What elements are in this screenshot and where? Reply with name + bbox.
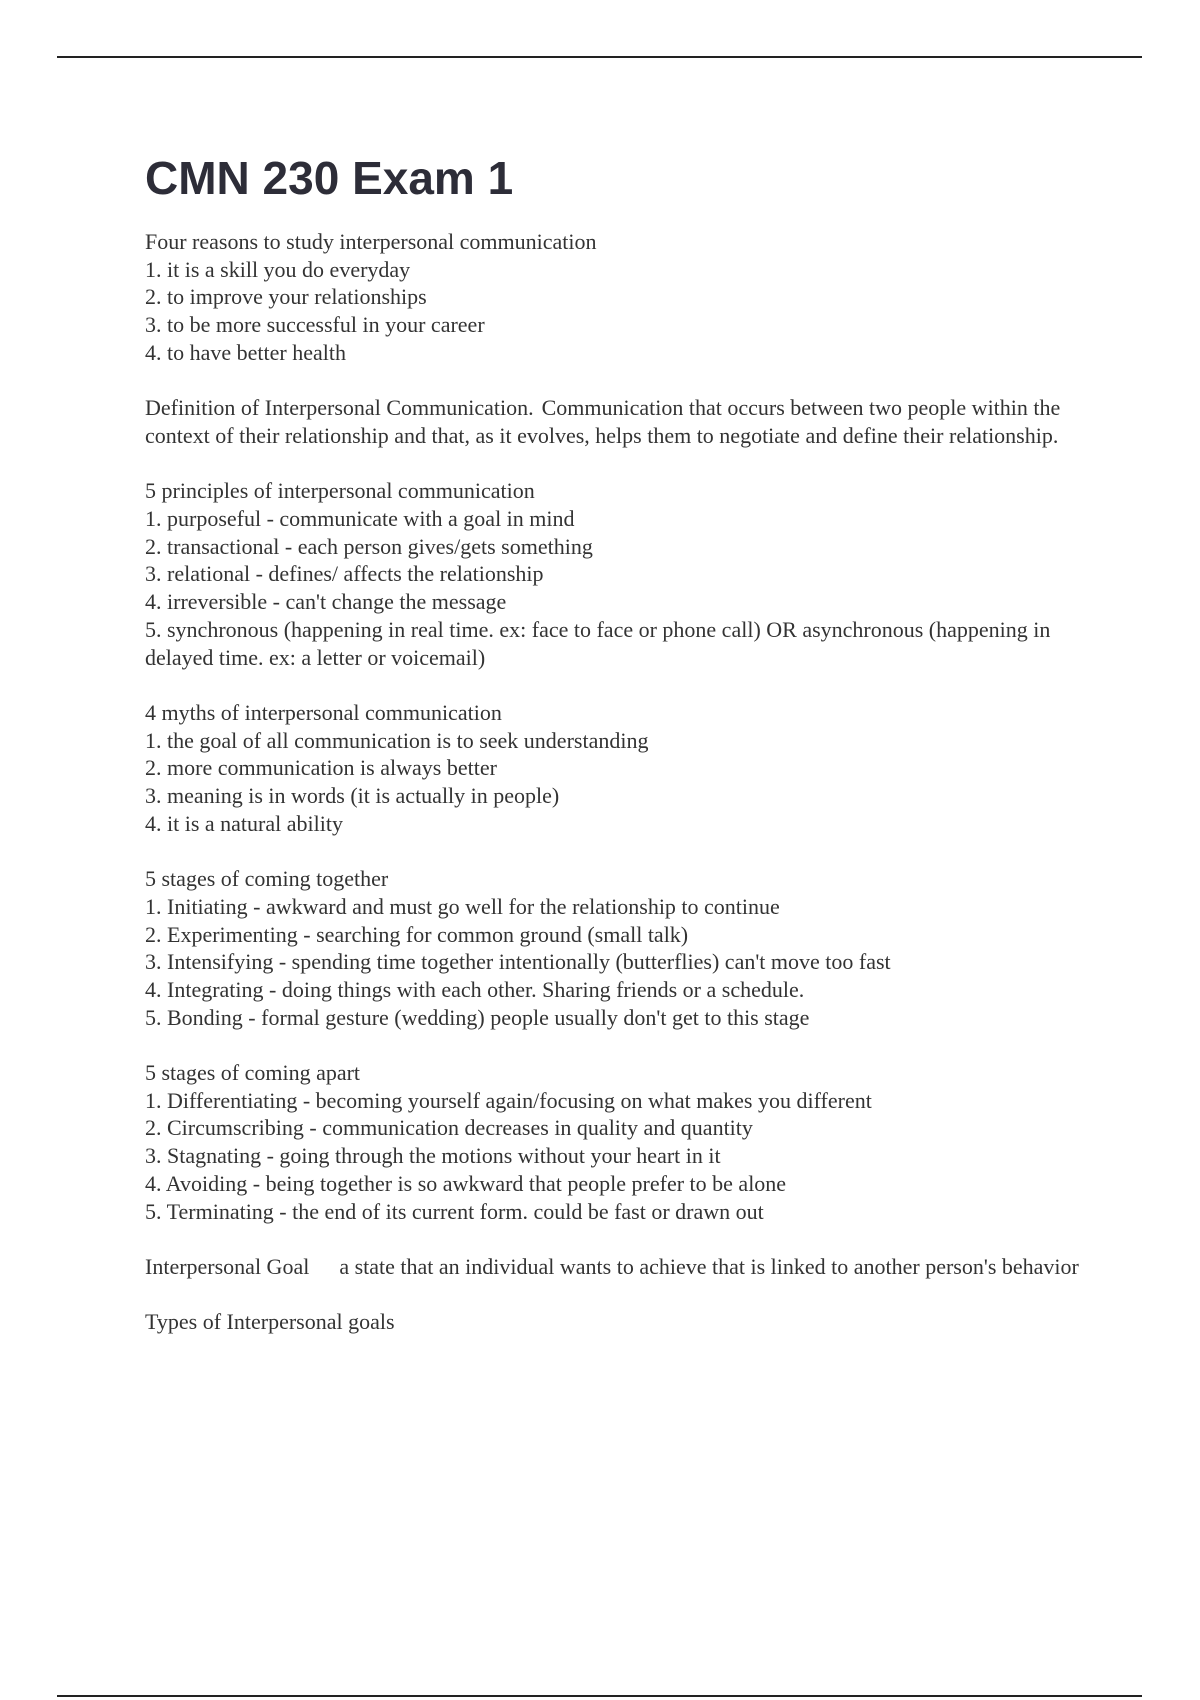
- list-item: 4. Avoiding - being together is so awkward that people prefer to be alone: [145, 1170, 787, 1196]
- list-item: 3. Stagnating - going through the motions without your heart in it: [145, 1143, 721, 1169]
- list-item: 2. more communication is always better: [145, 755, 497, 781]
- list-item: 3. relational - defines/ affects the relationship: [145, 561, 544, 587]
- section-heading: 5 principles of interpersonal communication: [145, 478, 535, 504]
- definition-term: Interpersonal Goal: [145, 1253, 310, 1279]
- list-item: 4. it is a natural ability: [145, 810, 343, 836]
- list-item: 4. Integrating - doing things with each other. Sharing friends or a schedule.: [145, 976, 805, 1002]
- list-item: 5. synchronous (happening in real time. ex: face to face or phone call) OR asynchronous (happening in delayed time. ex: a letter or voicemail): [145, 616, 1051, 670]
- list-item: 4. irreversible - can't change the message: [145, 589, 507, 615]
- list-item: 5. Bonding - formal gesture (wedding) people usually don't get to this stage: [145, 1004, 810, 1030]
- section-heading: Types of Interpersonal goals: [145, 1309, 395, 1335]
- definition-term: Definition of Interpersonal Communication.: [145, 395, 534, 421]
- section-heading: 5 stages of coming apart: [145, 1060, 361, 1086]
- definition-section: [145, 394, 1085, 449]
- list-item: 1. it is a skill you do everyday: [145, 256, 411, 282]
- reasons-section: [145, 228, 1085, 367]
- list-item: 2. Circumscribing - communication decreases in quality and quantity: [145, 1115, 753, 1141]
- list-item: 3. to be more successful in your career: [145, 312, 485, 338]
- list-item: 1. Initiating - awkward and must go well for the relationship to continue: [145, 893, 780, 919]
- definition-text: a state that an individual wants to achieve that is linked to another person's behavior: [339, 1253, 1079, 1279]
- principles-section: [145, 477, 1085, 671]
- list-item: 4. to have better health: [145, 339, 346, 365]
- myths-section: [145, 699, 1085, 838]
- list-item: 1. Differentiating - becoming yourself again/focusing on what makes you different: [145, 1087, 872, 1113]
- list-item: 2. Experimenting - searching for common ground (small talk): [145, 921, 689, 947]
- section-heading: 5 stages of coming together: [145, 866, 389, 892]
- coming-together-section: [145, 865, 1085, 1031]
- document-title: CMN 230 Exam 1: [145, 152, 514, 204]
- coming-apart-section: [145, 1059, 1085, 1225]
- list-item: 2. transactional - each person gives/gets something: [145, 533, 593, 559]
- section-heading: Four reasons to study interpersonal communication: [145, 229, 597, 254]
- bottom-rule: [57, 1695, 1142, 1697]
- list-item: 2. to improve your relationships: [145, 284, 427, 310]
- list-item: 5. Terminating - the end of its current form. could be fast or drawn out: [145, 1198, 764, 1224]
- document-body: [145, 150, 1085, 1364]
- top-rule: [57, 56, 1142, 58]
- list-item: 1. purposeful - communicate with a goal in mind: [145, 506, 575, 531]
- definition-text: Communication that occurs between two people within the context of their relationship and that, as it evolves, helps them to negotiate and define their relationship.: [145, 395, 1061, 448]
- list-item: 3. Intensifying - spending time together intentionally (butterflies) can't move too fast: [145, 949, 891, 975]
- list-item: 1. the goal of all communication is to seek understanding: [145, 727, 649, 753]
- goal-types-section: [145, 1308, 1085, 1336]
- list-item: 3. meaning is in words (it is actually in people): [145, 783, 560, 809]
- section-heading: 4 myths of interpersonal communication: [145, 699, 502, 725]
- goal-definition-section: [145, 1253, 1085, 1281]
